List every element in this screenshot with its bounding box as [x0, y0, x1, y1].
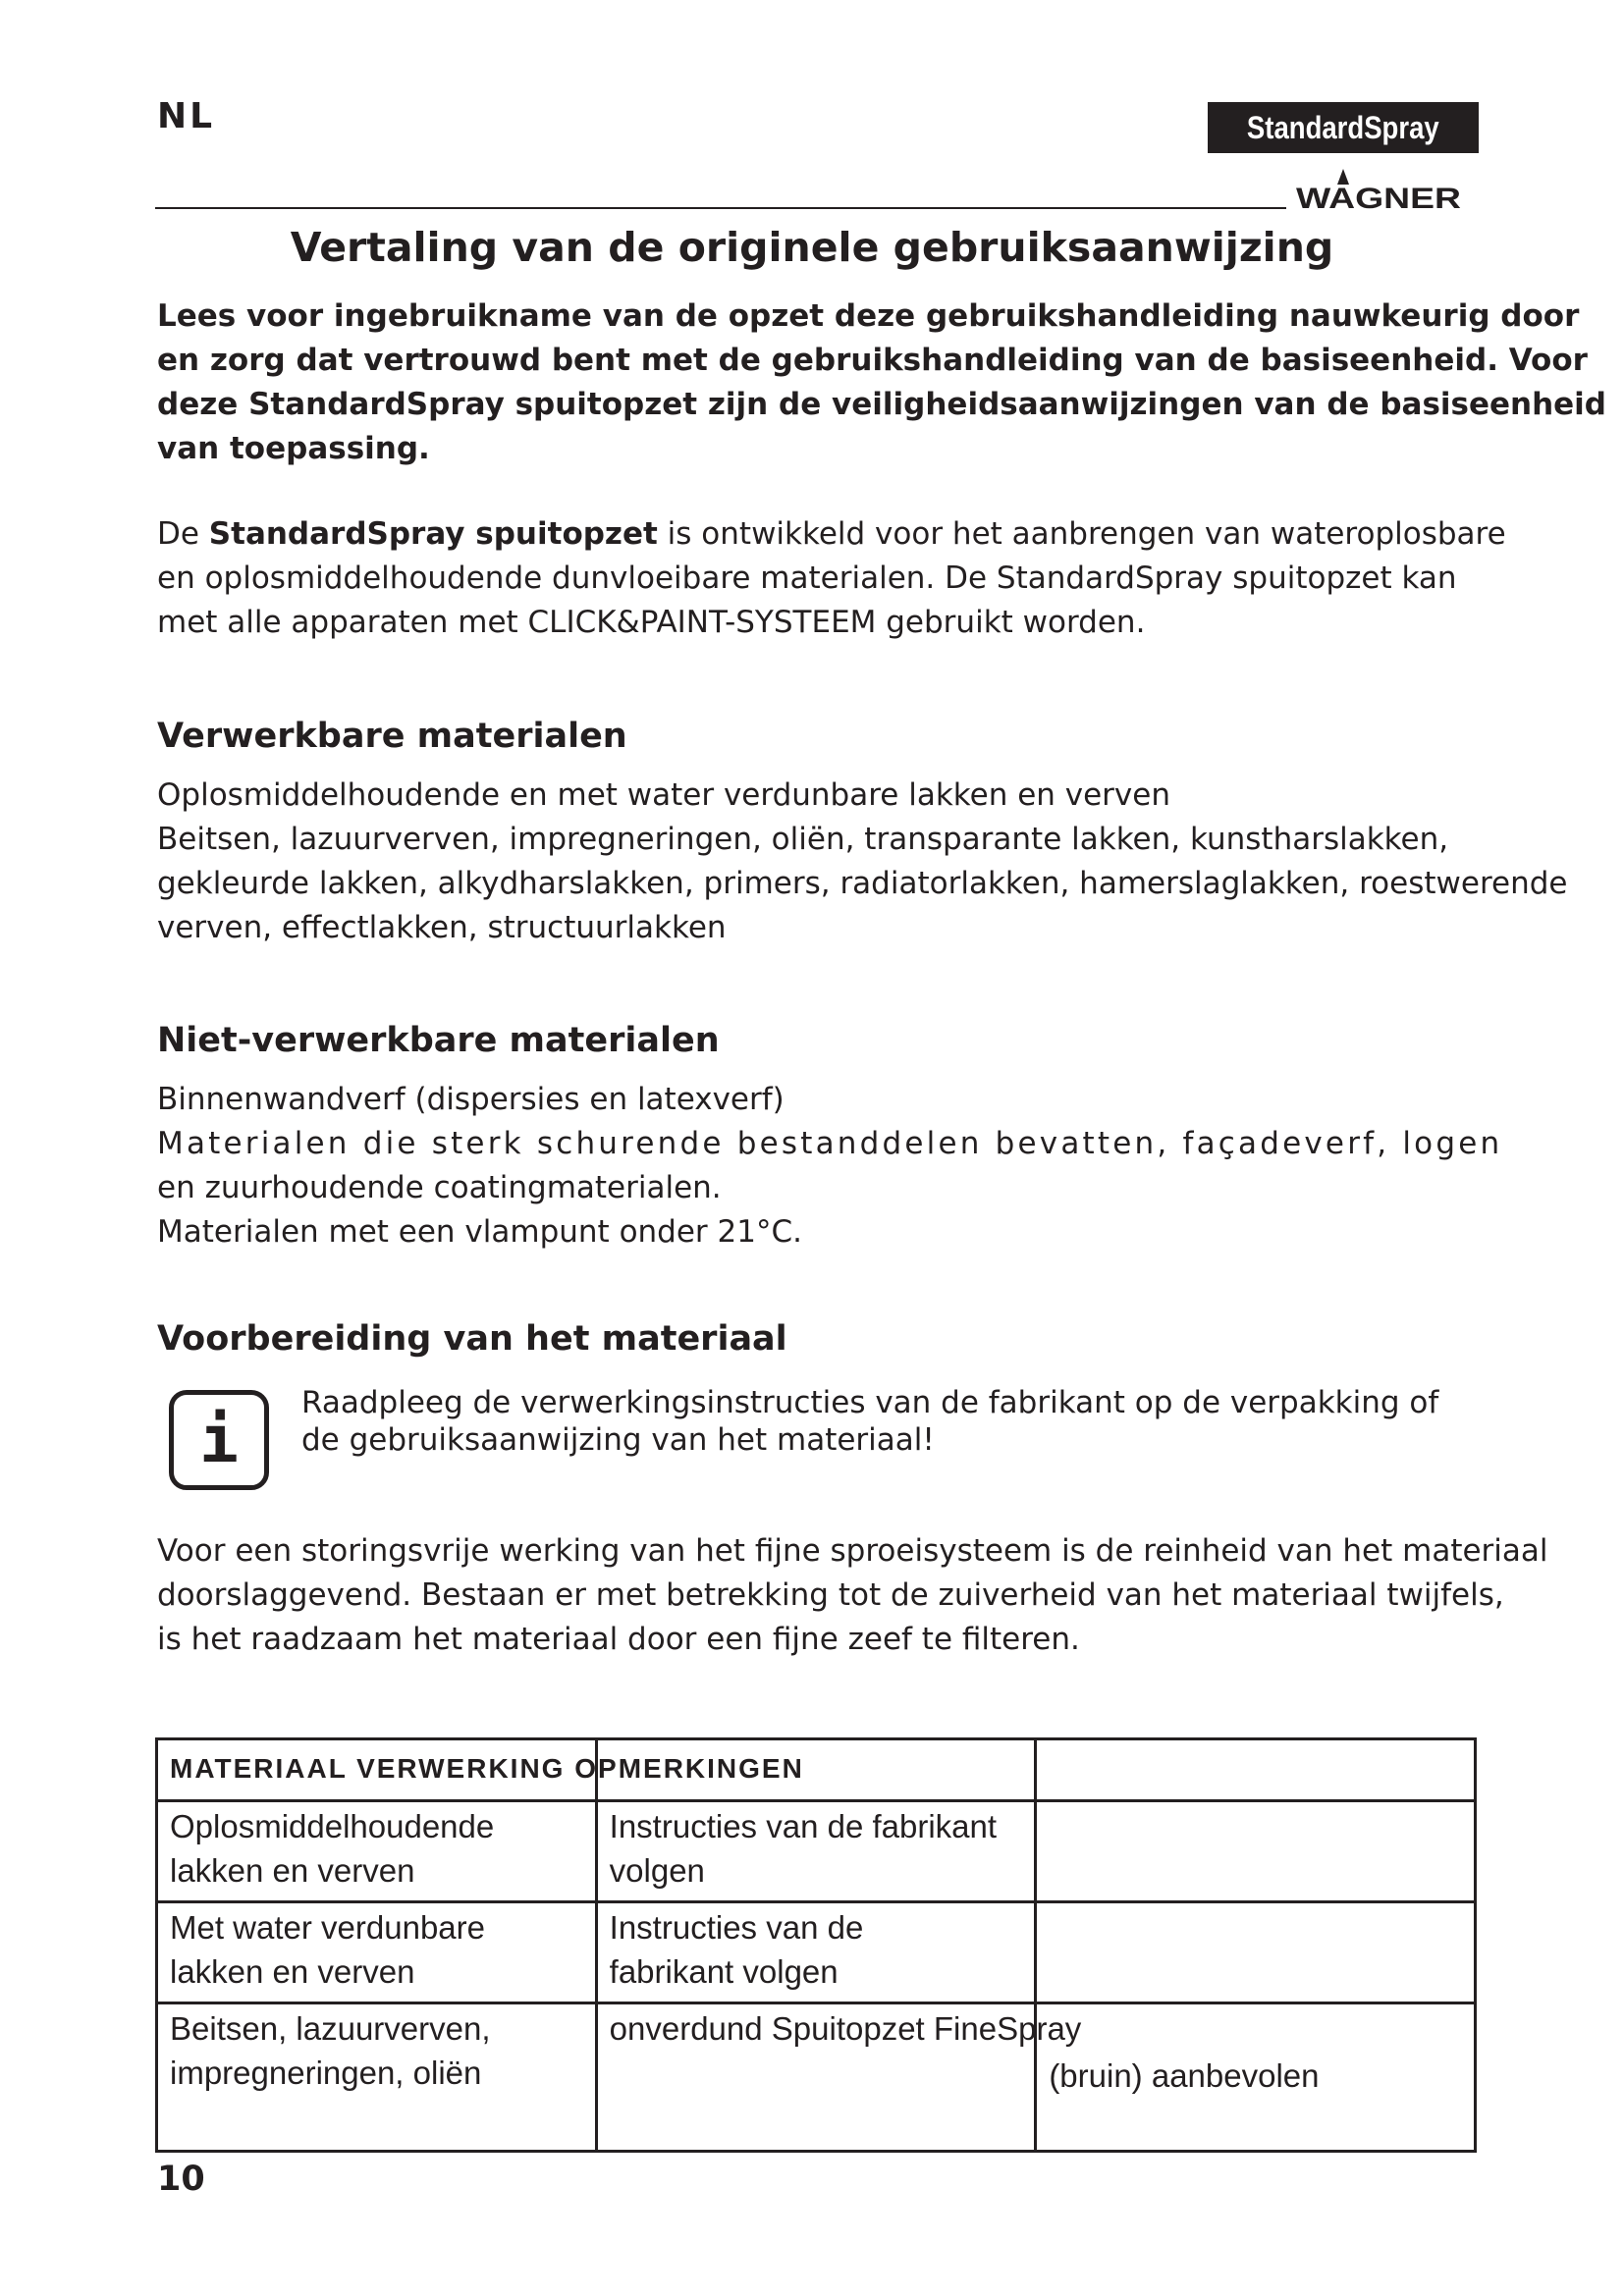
preparation-paragraph: [157, 1529, 1548, 1662]
table-cell-remarks: (bruin) aanbevolen: [1036, 2003, 1476, 2152]
intro-product-name: StandardSpray spuitopzet: [208, 516, 658, 552]
info-note-line: de gebruiksaanwijzing van het materiaal!: [301, 1422, 935, 1458]
table-cell-material: [157, 2003, 597, 2152]
info-note: [301, 1384, 1438, 1459]
table-cell-remarks: [1036, 1902, 1476, 2003]
intro-prefix: De: [157, 516, 209, 552]
non-materials-line: Materialen met een vlampunt onder 21°C.: [157, 1214, 802, 1250]
cell-line: Beitsen, lazuurverven,: [170, 2010, 491, 2047]
table-row: [157, 1902, 1476, 2003]
materials-paragraph: [157, 774, 1568, 950]
cell-line: Oplosmiddelhoudende: [170, 1808, 495, 1844]
intro-line: en oplosmiddelhoudende dunvloeibare materialen. De StandardSpray spuitopzet kan: [157, 561, 1457, 596]
info-note-line: Raadpleeg de verwerkingsinstructies van de fabrikant op de verpakking of: [301, 1385, 1439, 1420]
materials-line: gekleurde lakken, alkydharslakken, primers, radiatorlakken, hamerslaglakken, roestwerende: [157, 866, 1568, 901]
cell-line: Instructies van de: [609, 1909, 864, 1946]
header-rule: [155, 207, 1286, 209]
non-materials-line: Binnenwandverf (dispersies en latexverf): [157, 1082, 785, 1117]
intro-bold-paragraph: [157, 294, 1606, 471]
table-row: [157, 1801, 1476, 1902]
intro-line: met alle apparaten met CLICK&PAINT-SYSTEEM gebruikt worden.: [157, 605, 1146, 640]
table-row: [157, 2003, 1476, 2152]
cell-line: impregneringen, oliën: [170, 2055, 482, 2091]
intro-bold-line: en zorg dat vertrouwd bent met de gebruikshandleiding van de basiseenheid. Voor: [157, 343, 1588, 378]
materials-line: verven, effectlakken, structuurlakken: [157, 910, 727, 945]
preparation-heading: Voorbereiding van het materiaal: [157, 1319, 787, 1359]
non-materials-line: Materialen die sterk schurende bestanddelen bevatten, façadeverf, logen: [157, 1126, 1503, 1161]
preparation-line: Voor een storingsvrije werking van het fijne sproeisysteem is de reinheid van het materiaal: [157, 1533, 1548, 1569]
language-code: NL: [157, 96, 216, 136]
intro-line1-rest: is ontwikkeld voor het aanbrengen van wateroplosbare: [657, 516, 1506, 552]
table-header-row: [157, 1739, 1476, 1801]
cell-line: Met water verdunbare: [170, 1909, 485, 1946]
non-materials-line: en zuurhoudende coatingmaterialen.: [157, 1170, 722, 1205]
materials-line: Oplosmiddelhoudende en met water verdunbare lakken en verven: [157, 777, 1170, 813]
table-header-cell: [157, 1739, 804, 1801]
intro-paragraph: [157, 512, 1522, 645]
table-cell-processing: [596, 2003, 1082, 2152]
preparation-line: doorslaggevend. Bestaan er met betrekking tot de zuiverheid van het materiaal twijfels,: [157, 1577, 1504, 1613]
table-header-text: MATERIAAL VERWERKING OPMERKINGEN: [170, 1753, 804, 1784]
intro-bold-line: deze StandardSpray spuitopzet zijn de veiligheidsaanwijzingen van de basiseenheid: [157, 387, 1606, 422]
materials-table: [155, 1737, 1477, 2153]
wagner-logo: [1294, 159, 1463, 210]
cell-line: volgen: [609, 1852, 705, 1889]
wagner-logo-text: WAGNER: [1296, 183, 1462, 210]
intro-bold-line: van toepassing.: [157, 431, 430, 466]
product-badge: [1208, 102, 1479, 153]
table-cell-material: [157, 1902, 597, 2003]
non-materials-heading: Niet-verwerkbare materialen: [157, 1021, 720, 1060]
intro-bold-line: Lees voor ingebruikname van de opzet deze gebruikshandleiding nauwkeurig door: [157, 298, 1580, 334]
table-cell-material: [157, 1801, 597, 1902]
cell-line: lakken en verven: [170, 1852, 415, 1889]
table-cell-processing: [596, 1902, 1036, 2003]
intro-line: [157, 512, 1522, 557]
table-header-cell: [1036, 1739, 1476, 1801]
preparation-line: is het raadzaam het materiaal door een fijne zeef te filteren.: [157, 1622, 1080, 1657]
product-badge-label: StandardSpray: [1247, 109, 1439, 145]
cell-line: lakken en verven: [170, 1953, 415, 1990]
info-icon: [169, 1390, 269, 1490]
table-cell-processing: [596, 1801, 1036, 1902]
page-number: 10: [157, 2160, 205, 2199]
document-title: Vertaling van de originele gebruiksaanwijzing: [290, 224, 1334, 271]
materials-line: Beitsen, lazuurverven, impregneringen, oliën, transparante lakken, kunstharslakken,: [157, 822, 1449, 857]
cell-line: Instructies van de fabrikant: [609, 1808, 998, 1844]
info-icon-glyph: i: [199, 1402, 239, 1477]
non-materials-paragraph: [157, 1078, 1522, 1255]
cell-line: fabrikant volgen: [609, 1953, 839, 1990]
table-cell-remarks: [1036, 1801, 1476, 1902]
cell-line: onverdund Spuitopzet FineSpray: [609, 2010, 1082, 2047]
materials-heading: Verwerkbare materialen: [157, 717, 627, 756]
